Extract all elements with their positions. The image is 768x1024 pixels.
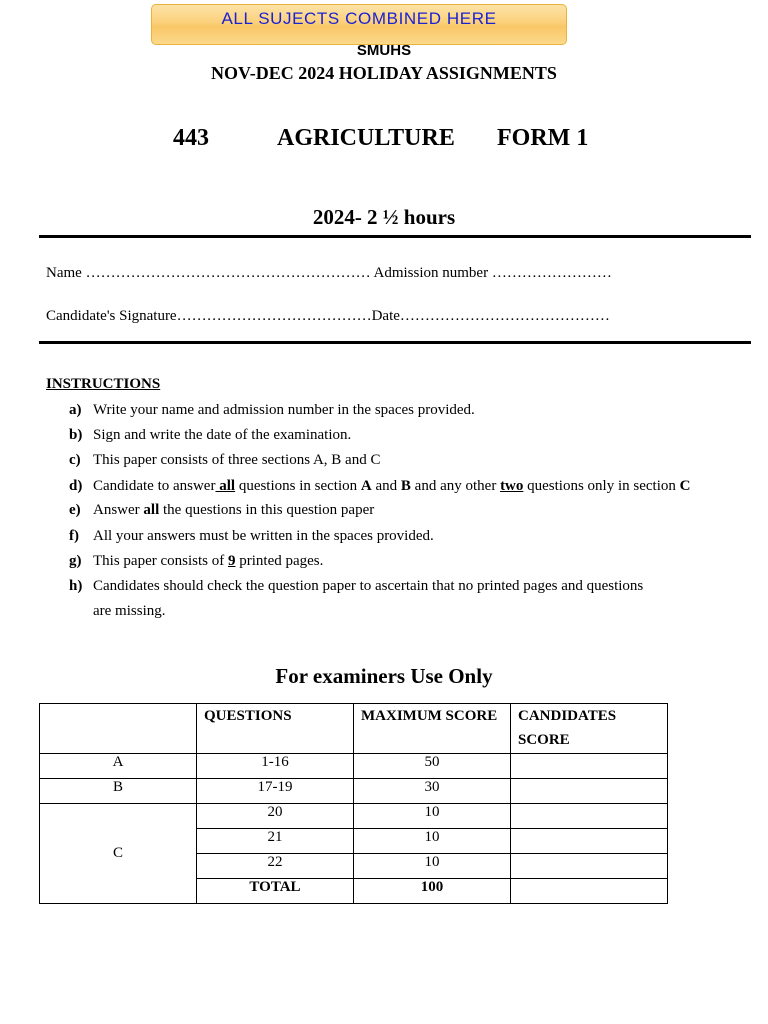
questions-cell: 22 xyxy=(197,854,354,879)
questions-cell: 17-19 xyxy=(197,779,354,804)
max-score-cell: 10 xyxy=(354,854,511,879)
banner-text: ALL SUJECTS COMBINED HERE xyxy=(221,9,497,28)
table-row xyxy=(40,804,668,829)
max-score-cell: 10 xyxy=(354,829,511,854)
instruction-text: Candidate to answer all questions in section A and B and any other two questions only in section C xyxy=(93,478,691,494)
candidate-score-cell[interactable] xyxy=(511,854,668,879)
school-name: SMUHS xyxy=(356,42,412,59)
instruction-text: Sign and write the date of the examination. xyxy=(93,427,352,443)
candidate-score-cell[interactable] xyxy=(511,804,668,829)
table-row xyxy=(40,754,668,779)
instruction-label: b) xyxy=(69,427,83,443)
divider-top xyxy=(39,235,751,238)
instruction-text: Answer all the questions in this question paper xyxy=(93,502,375,518)
instruction-text: This paper consists of three sections A, B and C xyxy=(93,452,381,468)
banner xyxy=(151,4,567,45)
instructions-heading: INSTRUCTIONS xyxy=(46,376,161,392)
total-value: 100 xyxy=(354,879,511,904)
candidate-score-cell[interactable] xyxy=(511,829,668,854)
instruction-label: f) xyxy=(69,528,79,544)
questions-cell: 21 xyxy=(197,829,354,854)
instruction-label: c) xyxy=(69,452,81,468)
signature-date-line[interactable]: Candidate's Signature…………………………………Date…………………………………… xyxy=(46,308,610,324)
assignment-title: NOV-DEC 2024 HOLIDAY ASSIGNMENTS xyxy=(211,63,557,83)
paper-code: 443 xyxy=(173,125,209,151)
table-row xyxy=(40,779,668,804)
questions-cell: 1-16 xyxy=(197,754,354,779)
score-table xyxy=(39,703,668,904)
section-cell: B xyxy=(40,779,197,804)
max-score-cell: 30 xyxy=(354,779,511,804)
paper-duration: 2024- 2 ½ hours xyxy=(312,205,456,229)
section-cell: A xyxy=(40,754,197,779)
divider-bottom xyxy=(39,341,751,344)
instruction-label: d) xyxy=(69,478,83,494)
paper-form: FORM 1 xyxy=(497,125,589,151)
header-blank xyxy=(40,704,197,754)
questions-cell: 20 xyxy=(197,804,354,829)
instruction-text: are missing. xyxy=(93,603,166,619)
instruction-text: All your answers must be written in the spaces provided. xyxy=(93,528,434,544)
instruction-label: g) xyxy=(69,553,82,569)
max-score-cell: 10 xyxy=(354,804,511,829)
name-admission-line[interactable]: Name ………………………………………………… Admission number …………………… xyxy=(46,265,612,281)
paper-subject: AGRICULTURE xyxy=(277,125,455,151)
instruction-label: e) xyxy=(69,502,81,518)
instruction-label: h) xyxy=(69,578,83,594)
header-maximum-score: MAXIMUM SCORE xyxy=(354,704,511,754)
max-score-cell: 50 xyxy=(354,754,511,779)
instruction-text: Write your name and admission number in the spaces provided. xyxy=(93,402,475,418)
instruction-text: Candidates should check the question paper to ascertain that no printed pages and questions xyxy=(93,578,644,594)
candidate-score-cell[interactable] xyxy=(511,754,668,779)
section-cell: C xyxy=(40,804,197,904)
instruction-label: a) xyxy=(69,402,82,418)
examiners-title: For examiners Use Only xyxy=(275,664,493,688)
candidate-score-cell[interactable] xyxy=(511,779,668,804)
header-questions: QUESTIONS xyxy=(197,704,354,754)
total-label: TOTAL xyxy=(197,879,354,904)
table-header-row xyxy=(40,704,668,754)
instruction-text: This paper consists of 9 printed pages. xyxy=(93,553,324,569)
header-candidates-score: CANDIDATES SCORE xyxy=(511,704,668,754)
candidate-total-cell[interactable] xyxy=(511,879,668,904)
